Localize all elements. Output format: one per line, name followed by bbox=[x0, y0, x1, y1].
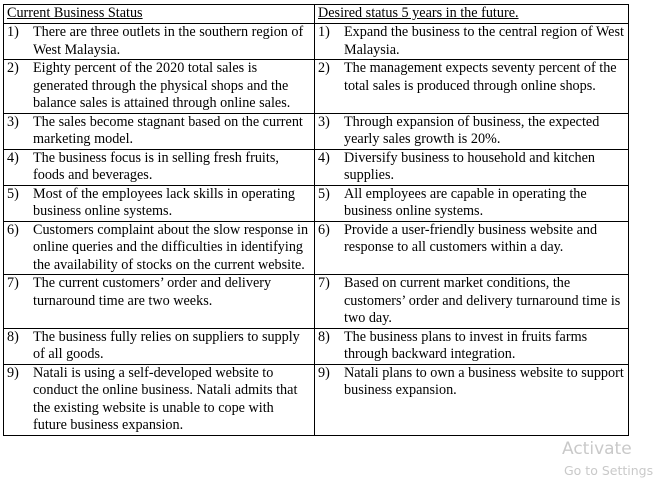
table-row bbox=[4, 113, 629, 149]
desired-status-cell bbox=[315, 113, 629, 149]
item-number: 4) bbox=[7, 149, 19, 166]
item-number: 3) bbox=[318, 113, 330, 130]
current-status-text: Customers complaint about the slow response in online queries and the difficulties in identifying the availability of stocks on the current website. bbox=[33, 221, 309, 273]
table-row bbox=[4, 60, 629, 114]
current-status-text: Natali is using a self-developed website to conduct the online business. Natali admits that the existing website is unable to cope with future business expansion. bbox=[33, 364, 298, 433]
item-number: 9) bbox=[318, 364, 330, 381]
item-number: 2) bbox=[318, 60, 330, 76]
current-status-cell bbox=[4, 185, 315, 221]
item-number: 5) bbox=[7, 185, 19, 202]
activate-windows-watermark: Activate bbox=[562, 439, 632, 459]
current-status-cell bbox=[4, 328, 315, 364]
item-number: 7) bbox=[7, 275, 19, 291]
item-number: 9) bbox=[7, 364, 19, 381]
item-number: 1) bbox=[7, 24, 19, 40]
header-row bbox=[4, 5, 629, 24]
current-status-text: Most of the employees lack skills in operating business online systems. bbox=[33, 185, 296, 219]
desired-status-text: The business plans to invest in fruits farms through backward integration. bbox=[344, 328, 588, 362]
table-row bbox=[4, 275, 629, 329]
item-number: 8) bbox=[7, 328, 19, 345]
item-number: 3) bbox=[7, 113, 19, 130]
current-status-text: The business fully relies on suppliers to supply of all goods. bbox=[33, 328, 300, 362]
desired-status-text: Through expansion of business, the expected yearly sales growth is 20%. bbox=[344, 113, 600, 147]
desired-status-cell bbox=[315, 221, 629, 275]
header-desired-status: Desired status 5 years in the future. bbox=[315, 5, 629, 24]
table-row bbox=[4, 221, 629, 275]
item-number: 6) bbox=[7, 221, 19, 238]
table-row bbox=[4, 149, 629, 185]
current-status-cell bbox=[4, 149, 315, 185]
desired-status-cell bbox=[315, 149, 629, 185]
business-status-table bbox=[3, 4, 629, 436]
desired-status-cell bbox=[315, 185, 629, 221]
current-status-cell bbox=[4, 275, 315, 329]
desired-status-cell bbox=[315, 328, 629, 364]
item-number: 6) bbox=[318, 221, 330, 238]
go-to-settings-watermark: Go to Settings bbox=[564, 463, 653, 478]
table-row bbox=[4, 185, 629, 221]
current-status-cell bbox=[4, 60, 315, 114]
item-number: 1) bbox=[318, 24, 330, 40]
desired-status-text: Expand the business to the central region of West Malaysia. bbox=[344, 24, 624, 58]
current-status-text: The sales become stagnant based on the current marketing model. bbox=[33, 113, 303, 147]
desired-status-text: The management expects seventy percent of the total sales is produced through online shops. bbox=[344, 60, 617, 94]
item-number: 5) bbox=[318, 185, 330, 202]
item-number: 2) bbox=[7, 60, 19, 76]
current-status-text: The business focus is in selling fresh fruits, foods and beverages. bbox=[33, 149, 279, 183]
current-status-cell bbox=[4, 364, 315, 435]
header-current-status: Current Business Status bbox=[4, 5, 315, 24]
table-body bbox=[4, 24, 629, 436]
desired-status-text: Based on current market conditions, the customers’ order and delivery turnaround time is two day. bbox=[344, 275, 621, 326]
table-row bbox=[4, 328, 629, 364]
current-status-cell bbox=[4, 113, 315, 149]
desired-status-cell bbox=[315, 364, 629, 435]
desired-status-text: All employees are capable in operating the business online systems. bbox=[344, 185, 587, 219]
current-status-text: The current customers’ order and delivery turnaround time are two weeks. bbox=[33, 275, 272, 309]
current-status-cell bbox=[4, 24, 315, 60]
desired-status-text: Provide a user-friendly business website and response to all customers within a day. bbox=[344, 221, 598, 255]
desired-status-cell bbox=[315, 60, 629, 114]
current-status-text: Eighty percent of the 2020 total sales is generated through the physical shops and the balance sales is attained through online sales. bbox=[33, 60, 291, 111]
item-number: 7) bbox=[318, 275, 330, 291]
desired-status-text: Diversify business to household and kitchen supplies. bbox=[344, 149, 596, 183]
current-status-cell bbox=[4, 221, 315, 275]
current-status-text: There are three outlets in the southern region of West Malaysia. bbox=[33, 24, 304, 58]
item-number: 4) bbox=[318, 149, 330, 166]
desired-status-cell bbox=[315, 24, 629, 60]
item-number: 8) bbox=[318, 328, 330, 345]
desired-status-cell bbox=[315, 275, 629, 329]
table-row bbox=[4, 24, 629, 60]
table-row bbox=[4, 364, 629, 435]
desired-status-text: Natali plans to own a business website to support business expansion. bbox=[344, 364, 624, 398]
